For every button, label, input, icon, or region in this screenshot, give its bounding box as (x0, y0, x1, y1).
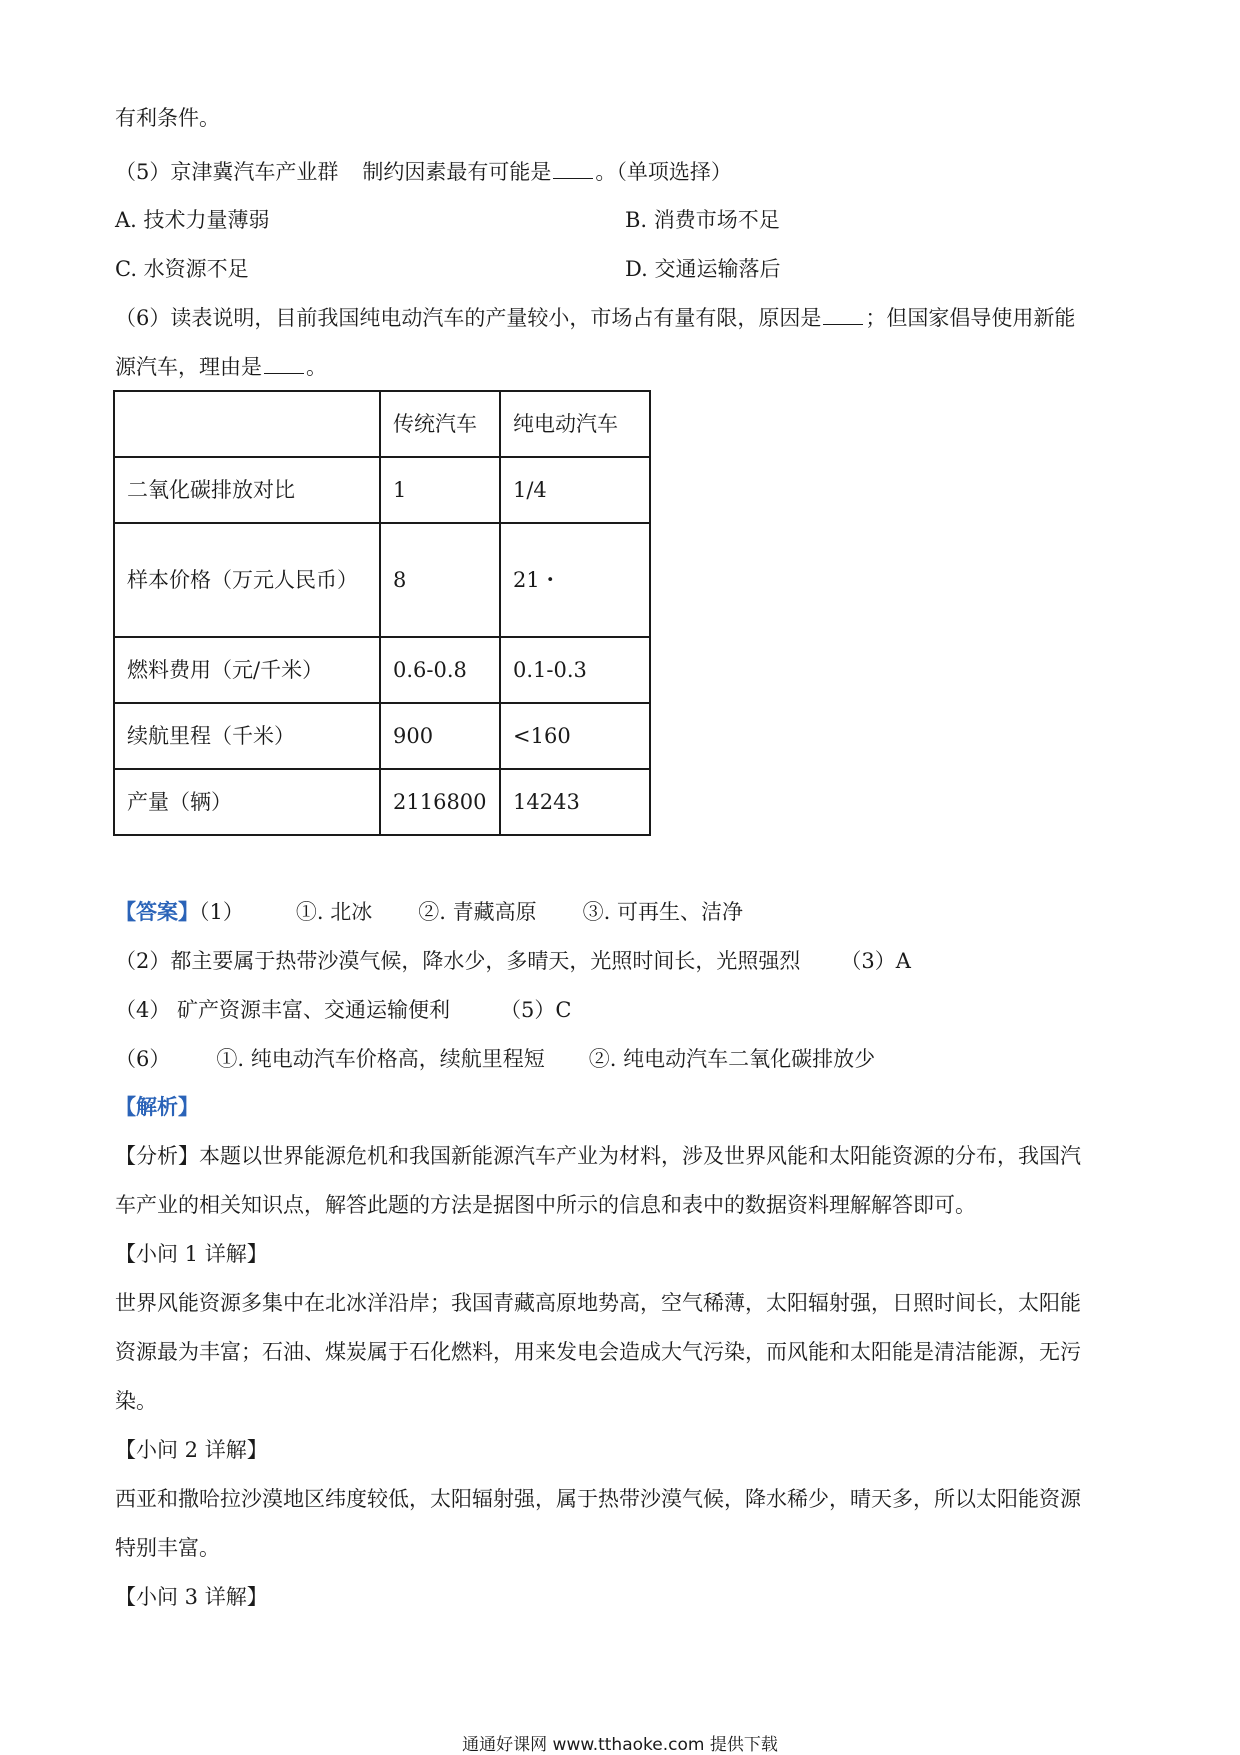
q5-option-d: D. 交通运输落后 (625, 257, 781, 281)
q6-line1-suffix: ；但国家倡导使用新能 (865, 306, 1076, 330)
q6-line2-suffix: 。 (306, 355, 327, 379)
answer-line-3 (115, 994, 571, 1024)
q5-option-c: C. 水资源不足 (115, 257, 249, 281)
table-header-cell (114, 391, 380, 457)
sub-question-2-line-2: 特别丰富。 (115, 1536, 220, 1560)
table-row (114, 523, 650, 637)
question-tail-text: 有利条件。 (115, 106, 220, 130)
table-cell: 续航里程（千米） (114, 703, 380, 769)
table-row (114, 457, 650, 523)
analysis-paragraph-line-1: 【分析】本题以世界能源危机和我国新能源汽车产业为材料，涉及世界风能和太阳能资源的分布，我国汽 (115, 1144, 1081, 1168)
table-cell: 样本价格（万元人民币） (114, 523, 380, 637)
sub-question-1-line-3: 染。 (115, 1389, 157, 1413)
sub-question-1-line-2: 资源最为丰富；石油、煤炭属于石化燃料，用来发电会造成大气污染，而风能和太阳能是清洁能源，无污 (115, 1340, 1081, 1364)
q5-mid: 制约因素最有可能是 (362, 160, 552, 184)
q6-blank-2 (264, 357, 304, 374)
answer-1-item-1: ①. 北冰 (295, 900, 373, 924)
answer-1-item-3: ③. 可再生、洁净 (582, 900, 743, 924)
table-cell: 0.1-0.3 (500, 637, 650, 703)
answer-4-text: （4） 矿产资源丰富、交通运输便利 (115, 998, 451, 1022)
q5-prefix: （5）京津冀汽车产业群 (115, 160, 339, 184)
answer-5-text: （5）C (500, 998, 572, 1022)
comparison-table (113, 390, 651, 836)
sub-question-3-title: 【小问 3 详解】 (115, 1585, 268, 1609)
question-6-line2 (115, 351, 327, 381)
table-cell: 2116800 (380, 769, 500, 835)
q5-option-a: A. 技术力量薄弱 (115, 208, 270, 232)
answer-line-2 (115, 945, 911, 975)
answer-label: 【答案】 (115, 899, 199, 924)
table-header-cell: 纯电动汽车 (500, 391, 650, 457)
table-cell: 燃料费用（元/千米） (114, 637, 380, 703)
answer-3-text: （3）A (840, 949, 911, 973)
answer-line-4 (115, 1043, 875, 1073)
question-6-line1 (115, 302, 1075, 332)
table-header-row (114, 391, 650, 457)
table-cell: 900 (380, 703, 500, 769)
sub-question-1-line-1: 世界风能资源多集中在北冰洋沿岸；我国青藏高原地势高，空气稀薄，太阳辐射强，日照时间长，太阳能 (115, 1291, 1081, 1315)
table-row (114, 637, 650, 703)
sub-question-2-title: 【小问 2 详解】 (115, 1438, 268, 1462)
analysis-paragraph-line-2: 车产业的相关知识点，解答此题的方法是据图中所示的信息和表中的数据资料理解解答即可。 (115, 1193, 976, 1217)
q5-suffix: 。（单项选择） (595, 160, 732, 184)
table-cell: 14243 (500, 769, 650, 835)
q6-blank-1 (823, 308, 863, 325)
answer-6-item-1: ①. 纯电动汽车价格高，续航里程短 (216, 1047, 545, 1071)
answer-1-item-2: ②. 青藏高原 (418, 900, 537, 924)
page-footer: 通通好课网 www.tthaoke.com 提供下载 (462, 1735, 778, 1755)
q6-line1-prefix: （6）读表说明，目前我国纯电动汽车的产量较小，市场占有量有限，原因是 (115, 306, 822, 330)
question-5-stem (115, 156, 732, 186)
q5-blank (553, 162, 593, 179)
table-cell: 1 (380, 457, 500, 523)
q6-line2-prefix: 源汽车，理由是 (115, 355, 262, 379)
table-row (114, 703, 650, 769)
answer-6-number: （6） (115, 1047, 171, 1071)
sub-question-2-line-1: 西亚和撒哈拉沙漠地区纬度较低，太阳辐射强，属于热带沙漠气候，降水稀少，晴天多，所以太阳能资源 (115, 1487, 1081, 1511)
table-row (114, 769, 650, 835)
table-header-cell: 传统汽车 (380, 391, 500, 457)
answer-2-text: （2）都主要属于热带沙漠气候，降水少，多晴天，光照时间长，光照强烈 (115, 949, 801, 973)
analysis-label: 【解析】 (115, 1094, 199, 1119)
sub-question-1-title: 【小问 1 详解】 (115, 1242, 268, 1266)
q5-option-b: B. 消费市场不足 (625, 208, 780, 232)
answer-1-number: （1） (199, 900, 244, 924)
table-cell: <160 (500, 703, 650, 769)
answer-6-item-2: ②. 纯电动汽车二氧化碳排放少 (588, 1047, 876, 1071)
table-cell: 0.6-0.8 (380, 637, 500, 703)
table-cell: 21・ (500, 523, 650, 637)
table-cell: 1/4 (500, 457, 650, 523)
table-cell: 产量（辆） (114, 769, 380, 835)
table-cell: 二氧化碳排放对比 (114, 457, 380, 523)
table-cell: 8 (380, 523, 500, 637)
answer-line-1 (115, 896, 743, 926)
